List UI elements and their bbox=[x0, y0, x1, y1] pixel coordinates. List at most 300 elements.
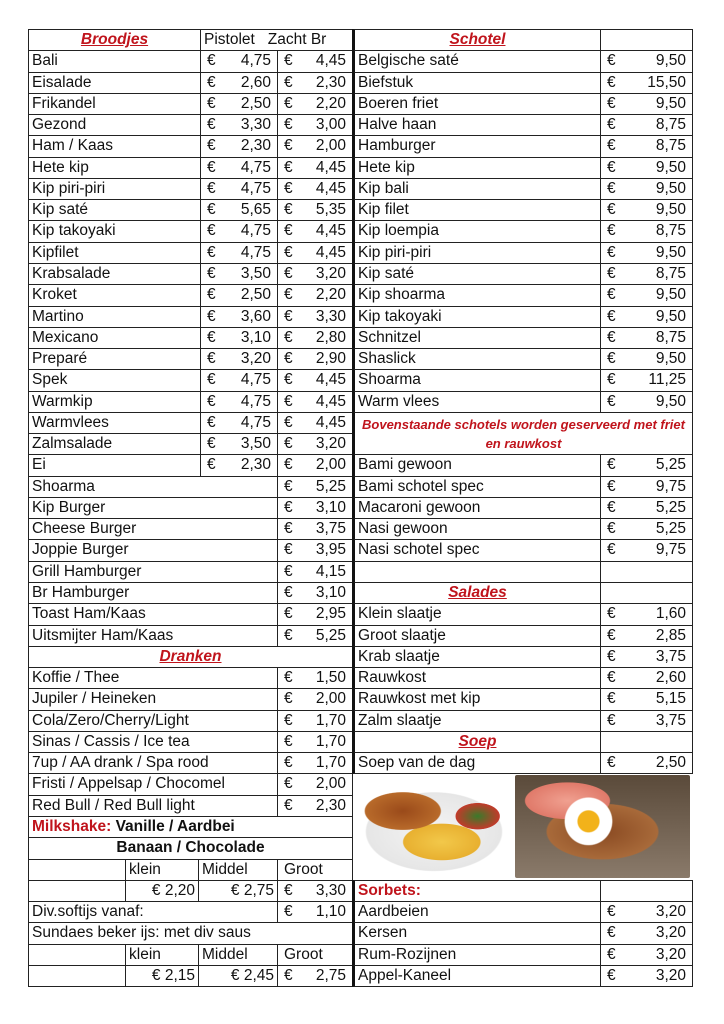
price-value: 5,15 bbox=[655, 690, 686, 708]
price-value: 3,00 bbox=[315, 116, 346, 134]
price-pistolet bbox=[200, 50, 278, 72]
item-name-text: Jupiler / Heineken bbox=[32, 690, 157, 708]
price-value: 4,45 bbox=[315, 222, 346, 240]
price-pistolet bbox=[200, 412, 278, 434]
euro-sign: € bbox=[284, 605, 293, 623]
item-price bbox=[277, 731, 353, 753]
column-labels: Pistolet Zacht Br bbox=[204, 31, 327, 48]
euro-sign: € bbox=[607, 754, 616, 772]
item-price bbox=[600, 901, 693, 923]
euro-sign: € bbox=[207, 286, 216, 304]
item-name-text: Sundaes beker ijs: met div saus bbox=[32, 924, 251, 942]
euro-sign: € bbox=[284, 413, 293, 431]
euro-sign: € bbox=[284, 158, 293, 176]
item-price bbox=[277, 582, 353, 604]
item-name bbox=[28, 178, 201, 200]
price-zacht-br bbox=[277, 391, 353, 413]
item-name bbox=[352, 603, 601, 625]
item-name-text: Appel-Kaneel bbox=[358, 966, 452, 984]
item-name bbox=[28, 220, 201, 242]
item-price bbox=[600, 391, 693, 413]
item-name bbox=[28, 603, 278, 625]
item-price bbox=[600, 539, 693, 561]
price-value: 9,50 bbox=[655, 94, 686, 112]
item-name-text: Zalm slaatje bbox=[358, 711, 442, 729]
euro-sign: € bbox=[207, 328, 216, 346]
item-name-text: Kroket bbox=[32, 286, 77, 304]
euro-sign: € bbox=[284, 286, 293, 304]
item-name-text: Rum-Rozijnen bbox=[358, 945, 457, 963]
item-price bbox=[600, 50, 693, 72]
item-name-text: Frikandel bbox=[32, 94, 96, 112]
price-value: 4,45 bbox=[315, 392, 346, 410]
item-name bbox=[352, 646, 601, 668]
price-zacht-br bbox=[277, 454, 353, 476]
size-label: Middel bbox=[202, 860, 248, 878]
price-value: 4,75 bbox=[240, 371, 271, 389]
item-name-text: Boeren friet bbox=[358, 94, 439, 112]
euro-sign: € bbox=[284, 520, 293, 538]
blank-cell bbox=[352, 561, 601, 583]
item-price bbox=[600, 135, 693, 157]
euro-sign: € bbox=[607, 520, 616, 538]
euro-sign: € bbox=[284, 328, 293, 346]
price-value: 1,60 bbox=[655, 605, 686, 623]
euro-sign: € bbox=[284, 711, 293, 729]
item-name-text: Halve haan bbox=[358, 116, 437, 134]
euro-sign: € bbox=[284, 562, 293, 580]
item-price bbox=[600, 944, 693, 966]
price-value: 3,20 bbox=[315, 435, 346, 453]
price-value: 2,00 bbox=[315, 690, 346, 708]
euro-sign: € bbox=[607, 477, 616, 495]
euro-sign: € bbox=[607, 903, 616, 921]
price-value: 3,20 bbox=[315, 264, 346, 282]
section-title: Salades bbox=[448, 584, 507, 602]
item-price bbox=[600, 646, 693, 668]
price-value: 3,20 bbox=[240, 350, 271, 368]
price-pistolet bbox=[200, 72, 278, 94]
price-pistolet bbox=[200, 433, 278, 455]
euro-sign: € bbox=[607, 924, 616, 942]
price-value: 3,10 bbox=[315, 584, 346, 602]
price-value: 2,60 bbox=[655, 669, 686, 687]
price-value: 3,10 bbox=[315, 498, 346, 516]
chicken-fries-photo bbox=[356, 775, 512, 877]
item-name bbox=[28, 433, 201, 455]
item-price bbox=[600, 688, 693, 710]
price-value: 5,25 bbox=[655, 520, 686, 538]
item-name bbox=[28, 135, 201, 157]
item-price bbox=[600, 327, 693, 349]
item-name bbox=[28, 901, 278, 923]
item-name-text: 7up / AA drank / Spa rood bbox=[32, 754, 209, 772]
euro-sign: € bbox=[607, 647, 616, 665]
blank-cell bbox=[28, 880, 126, 902]
item-name-text: Nasi schotel spec bbox=[358, 541, 480, 559]
price-value: 1,70 bbox=[315, 711, 346, 729]
item-name-text: Koffie / Thee bbox=[32, 669, 120, 687]
item-price bbox=[600, 603, 693, 625]
price-value: 4,45 bbox=[315, 52, 346, 70]
price-value: 2,60 bbox=[240, 73, 271, 91]
price-value: 2,30 bbox=[315, 73, 346, 91]
price-value: 3,30 bbox=[240, 116, 271, 134]
price-zacht-br bbox=[277, 327, 353, 349]
price-value: 4,45 bbox=[315, 413, 346, 431]
item-price bbox=[600, 178, 693, 200]
item-name bbox=[28, 518, 278, 540]
item-name bbox=[28, 688, 278, 710]
item-name bbox=[352, 667, 601, 689]
price-zacht-br bbox=[277, 369, 353, 391]
euro-sign: € bbox=[207, 116, 216, 134]
item-name bbox=[28, 72, 201, 94]
item-name bbox=[28, 667, 278, 689]
price-small bbox=[125, 880, 199, 902]
size-label: Groot bbox=[284, 860, 323, 878]
item-name bbox=[352, 72, 601, 94]
price-value: 4,75 bbox=[240, 222, 271, 240]
price-zacht-br bbox=[277, 412, 353, 434]
item-name bbox=[352, 625, 601, 647]
price-pistolet bbox=[200, 263, 278, 285]
item-price bbox=[600, 369, 693, 391]
price-value: 1,50 bbox=[315, 669, 346, 687]
euro-sign: € bbox=[607, 371, 616, 389]
item-name bbox=[28, 561, 278, 583]
price-pistolet bbox=[200, 114, 278, 136]
size-label: klein bbox=[129, 945, 161, 963]
price-zacht-br bbox=[277, 157, 353, 179]
item-price bbox=[600, 752, 693, 774]
section-title: Schotel bbox=[449, 31, 506, 48]
price-value: 2,90 bbox=[315, 350, 346, 368]
size-medium bbox=[198, 859, 278, 881]
price-zacht-br bbox=[277, 135, 353, 157]
milkshake-flavours: Banaan / Chocolade bbox=[116, 839, 265, 857]
price-value: 3,20 bbox=[655, 924, 686, 942]
item-name-text: Toast Ham/Kaas bbox=[32, 605, 146, 623]
price-pistolet bbox=[200, 369, 278, 391]
price-pistolet bbox=[200, 135, 278, 157]
size-large bbox=[277, 944, 353, 966]
item-name bbox=[352, 284, 601, 306]
price-value: 4,45 bbox=[315, 371, 346, 389]
euro-sign: € bbox=[607, 137, 616, 155]
item-name-text: Cola/Zero/Cherry/Light bbox=[32, 711, 189, 729]
item-name-text: Kip shoarma bbox=[358, 286, 446, 304]
item-name bbox=[28, 327, 201, 349]
item-name-text: Br Hamburger bbox=[32, 584, 130, 602]
item-name-text: Kipfilet bbox=[32, 243, 79, 261]
item-name bbox=[352, 901, 601, 923]
item-name-text: Uitsmijter Ham/Kaas bbox=[32, 626, 174, 644]
item-price bbox=[600, 284, 693, 306]
item-name bbox=[28, 242, 201, 264]
euro-sign: € bbox=[607, 52, 616, 70]
price-value: 3,95 bbox=[315, 541, 346, 559]
euro-sign: € bbox=[607, 711, 616, 729]
item-price bbox=[600, 667, 693, 689]
blank-cell bbox=[600, 561, 693, 583]
item-name-text: Kip saté bbox=[32, 201, 89, 219]
size-label: klein bbox=[129, 860, 161, 878]
price-zacht-br bbox=[277, 284, 353, 306]
item-name-text: Eisalade bbox=[32, 73, 92, 91]
euro-sign: € bbox=[207, 435, 216, 453]
item-name bbox=[352, 220, 601, 242]
euro-sign: € bbox=[607, 94, 616, 112]
item-name bbox=[352, 944, 601, 966]
price-value: 4,45 bbox=[315, 179, 346, 197]
euro-sign: € bbox=[284, 137, 293, 155]
size-label: Groot bbox=[284, 945, 323, 963]
item-name bbox=[352, 710, 601, 732]
nasi-egg-photo bbox=[515, 775, 690, 877]
item-name bbox=[352, 93, 601, 115]
size-label: Middel bbox=[202, 945, 248, 963]
euro-sign: € bbox=[607, 222, 616, 240]
item-price bbox=[600, 199, 693, 221]
price-zacht-br bbox=[277, 72, 353, 94]
section-header bbox=[28, 646, 353, 668]
item-price bbox=[600, 72, 693, 94]
item-name-text: Warm vlees bbox=[358, 392, 440, 410]
item-name bbox=[28, 50, 201, 72]
item-name-text: Cheese Burger bbox=[32, 520, 137, 538]
euro-sign: € bbox=[207, 222, 216, 240]
item-price bbox=[277, 603, 353, 625]
price-value: 3,10 bbox=[240, 328, 271, 346]
item-name bbox=[352, 199, 601, 221]
item-name-text: Krabsalade bbox=[32, 264, 111, 282]
price-value: 1,70 bbox=[315, 754, 346, 772]
euro-sign: € bbox=[607, 116, 616, 134]
euro-sign: € bbox=[607, 264, 616, 282]
euro-sign: € bbox=[207, 456, 216, 474]
item-price bbox=[277, 497, 353, 519]
price-value: 2,00 bbox=[315, 456, 346, 474]
item-name bbox=[28, 625, 278, 647]
price-value: 5,25 bbox=[315, 626, 346, 644]
price-zacht-br bbox=[277, 348, 353, 370]
price-value: 2,50 bbox=[655, 754, 686, 772]
item-name-text: Grill Hamburger bbox=[32, 562, 142, 580]
price-value: 2,95 bbox=[315, 605, 346, 623]
euro-sign: € bbox=[207, 158, 216, 176]
price-zacht-br bbox=[277, 114, 353, 136]
item-name-text: Shaslick bbox=[358, 350, 416, 368]
price-small bbox=[125, 965, 199, 987]
price-pistolet bbox=[200, 454, 278, 476]
price-value: 2,50 bbox=[240, 286, 271, 304]
item-price bbox=[600, 220, 693, 242]
price-zacht-br bbox=[277, 242, 353, 264]
item-name bbox=[352, 752, 601, 774]
item-price bbox=[600, 518, 693, 540]
euro-sign: € bbox=[607, 626, 616, 644]
price-value: 5,25 bbox=[655, 456, 686, 474]
price-value: 3,20 bbox=[655, 903, 686, 921]
price-value: 4,75 bbox=[240, 52, 271, 70]
item-name-text: Kip piri-piri bbox=[32, 179, 106, 197]
price-value: 3,20 bbox=[655, 966, 686, 984]
item-price bbox=[277, 901, 353, 923]
euro-sign: € bbox=[607, 669, 616, 687]
item-name bbox=[28, 795, 278, 817]
euro-sign: € bbox=[607, 307, 616, 325]
euro-sign: € bbox=[284, 626, 293, 644]
item-price bbox=[600, 497, 693, 519]
item-name bbox=[28, 922, 353, 944]
item-name-text: Shoarma bbox=[32, 477, 95, 495]
item-name bbox=[352, 539, 601, 561]
price-medium bbox=[198, 880, 278, 902]
price-zacht-br bbox=[277, 433, 353, 455]
item-price bbox=[600, 114, 693, 136]
item-name bbox=[28, 263, 201, 285]
euro-sign: € bbox=[284, 350, 293, 368]
column-headers bbox=[200, 29, 353, 51]
item-price bbox=[600, 348, 693, 370]
item-price bbox=[600, 625, 693, 647]
item-name-text: Bami schotel spec bbox=[358, 477, 484, 495]
euro-sign: € bbox=[207, 243, 216, 261]
euro-sign: € bbox=[607, 328, 616, 346]
item-name bbox=[28, 199, 201, 221]
section-title: Dranken bbox=[159, 647, 222, 665]
item-name bbox=[28, 497, 278, 519]
item-price bbox=[600, 306, 693, 328]
price-value: 3,60 bbox=[240, 307, 271, 325]
euro-sign: € bbox=[284, 264, 293, 282]
euro-sign: € bbox=[207, 350, 216, 368]
item-name-text: Bami gewoon bbox=[358, 456, 452, 474]
price-value: 4,75 bbox=[240, 392, 271, 410]
item-name-text: Preparé bbox=[32, 350, 88, 368]
price-pistolet bbox=[200, 284, 278, 306]
price-value: 9,75 bbox=[655, 541, 686, 559]
euro-sign: € bbox=[207, 371, 216, 389]
price-value: 8,75 bbox=[655, 116, 686, 134]
euro-sign: € bbox=[284, 584, 293, 602]
item-name-text: Schnitzel bbox=[358, 328, 421, 346]
euro-sign: € bbox=[284, 796, 293, 814]
price-value: 2,80 bbox=[315, 328, 346, 346]
euro-sign: € bbox=[284, 435, 293, 453]
item-name-text: Hamburger bbox=[358, 137, 436, 155]
item-name-text: Aardbeien bbox=[358, 903, 429, 921]
section-header bbox=[352, 582, 601, 604]
item-name-text: Kip filet bbox=[358, 201, 409, 219]
item-name bbox=[352, 348, 601, 370]
item-name bbox=[352, 327, 601, 349]
item-price bbox=[600, 263, 693, 285]
euro-sign: € bbox=[284, 179, 293, 197]
item-price bbox=[277, 667, 353, 689]
price-value: 9,50 bbox=[655, 52, 686, 70]
euro-sign: € bbox=[284, 307, 293, 325]
price-value: € 2,75 bbox=[230, 881, 274, 899]
euro-sign: € bbox=[284, 73, 293, 91]
item-name bbox=[352, 135, 601, 157]
item-name bbox=[28, 582, 278, 604]
price-value: 1,70 bbox=[315, 732, 346, 750]
price-value: 9,50 bbox=[655, 350, 686, 368]
item-price bbox=[600, 965, 693, 987]
euro-sign: € bbox=[284, 392, 293, 410]
price-value: 3,75 bbox=[655, 647, 686, 665]
price-value: 8,75 bbox=[655, 264, 686, 282]
section-title: Sorbets: bbox=[358, 881, 421, 899]
euro-sign: € bbox=[607, 498, 616, 516]
price-value: 8,75 bbox=[655, 137, 686, 155]
item-name bbox=[28, 454, 201, 476]
item-price bbox=[600, 922, 693, 944]
price-zacht-br bbox=[277, 50, 353, 72]
euro-sign: € bbox=[284, 732, 293, 750]
item-name bbox=[352, 391, 601, 413]
section-title: Broodjes bbox=[80, 31, 149, 48]
item-name-text: Klein slaatje bbox=[358, 605, 442, 623]
price-zacht-br bbox=[277, 263, 353, 285]
price-value: 1,10 bbox=[315, 903, 346, 921]
price-pistolet bbox=[200, 242, 278, 264]
euro-sign: € bbox=[207, 264, 216, 282]
blank-cell bbox=[28, 965, 126, 987]
price-value: 9,50 bbox=[655, 392, 686, 410]
blank-cell bbox=[600, 731, 693, 753]
item-name-text: Groot slaatje bbox=[358, 626, 446, 644]
price-value: 9,50 bbox=[655, 243, 686, 261]
item-price bbox=[277, 539, 353, 561]
blank-cell bbox=[600, 880, 693, 902]
item-name bbox=[352, 369, 601, 391]
item-name bbox=[28, 114, 201, 136]
price-value: 9,50 bbox=[655, 307, 686, 325]
euro-sign: € bbox=[284, 775, 293, 793]
item-price bbox=[600, 157, 693, 179]
price-value: 3,50 bbox=[240, 264, 271, 282]
item-name bbox=[352, 688, 601, 710]
item-price bbox=[600, 454, 693, 476]
price-value: 3,75 bbox=[655, 711, 686, 729]
item-price bbox=[600, 476, 693, 498]
euro-sign: € bbox=[207, 392, 216, 410]
item-name bbox=[28, 93, 201, 115]
item-name bbox=[28, 284, 201, 306]
price-value: 3,50 bbox=[240, 435, 271, 453]
price-pistolet bbox=[200, 178, 278, 200]
size-small bbox=[125, 859, 199, 881]
euro-sign: € bbox=[284, 456, 293, 474]
item-name-text: Mexicano bbox=[32, 328, 99, 346]
price-pistolet bbox=[200, 348, 278, 370]
euro-sign: € bbox=[207, 94, 216, 112]
item-name bbox=[352, 263, 601, 285]
milkshake-label: Milkshake: bbox=[32, 817, 112, 835]
item-name-text: Kip bali bbox=[358, 179, 409, 197]
euro-sign: € bbox=[607, 286, 616, 304]
price-value: 4,45 bbox=[315, 243, 346, 261]
item-price bbox=[277, 752, 353, 774]
euro-sign: € bbox=[284, 243, 293, 261]
section-header bbox=[352, 731, 601, 753]
euro-sign: € bbox=[607, 456, 616, 474]
item-name-text: Belgische saté bbox=[358, 52, 459, 70]
item-name-text: Ei bbox=[32, 456, 46, 474]
